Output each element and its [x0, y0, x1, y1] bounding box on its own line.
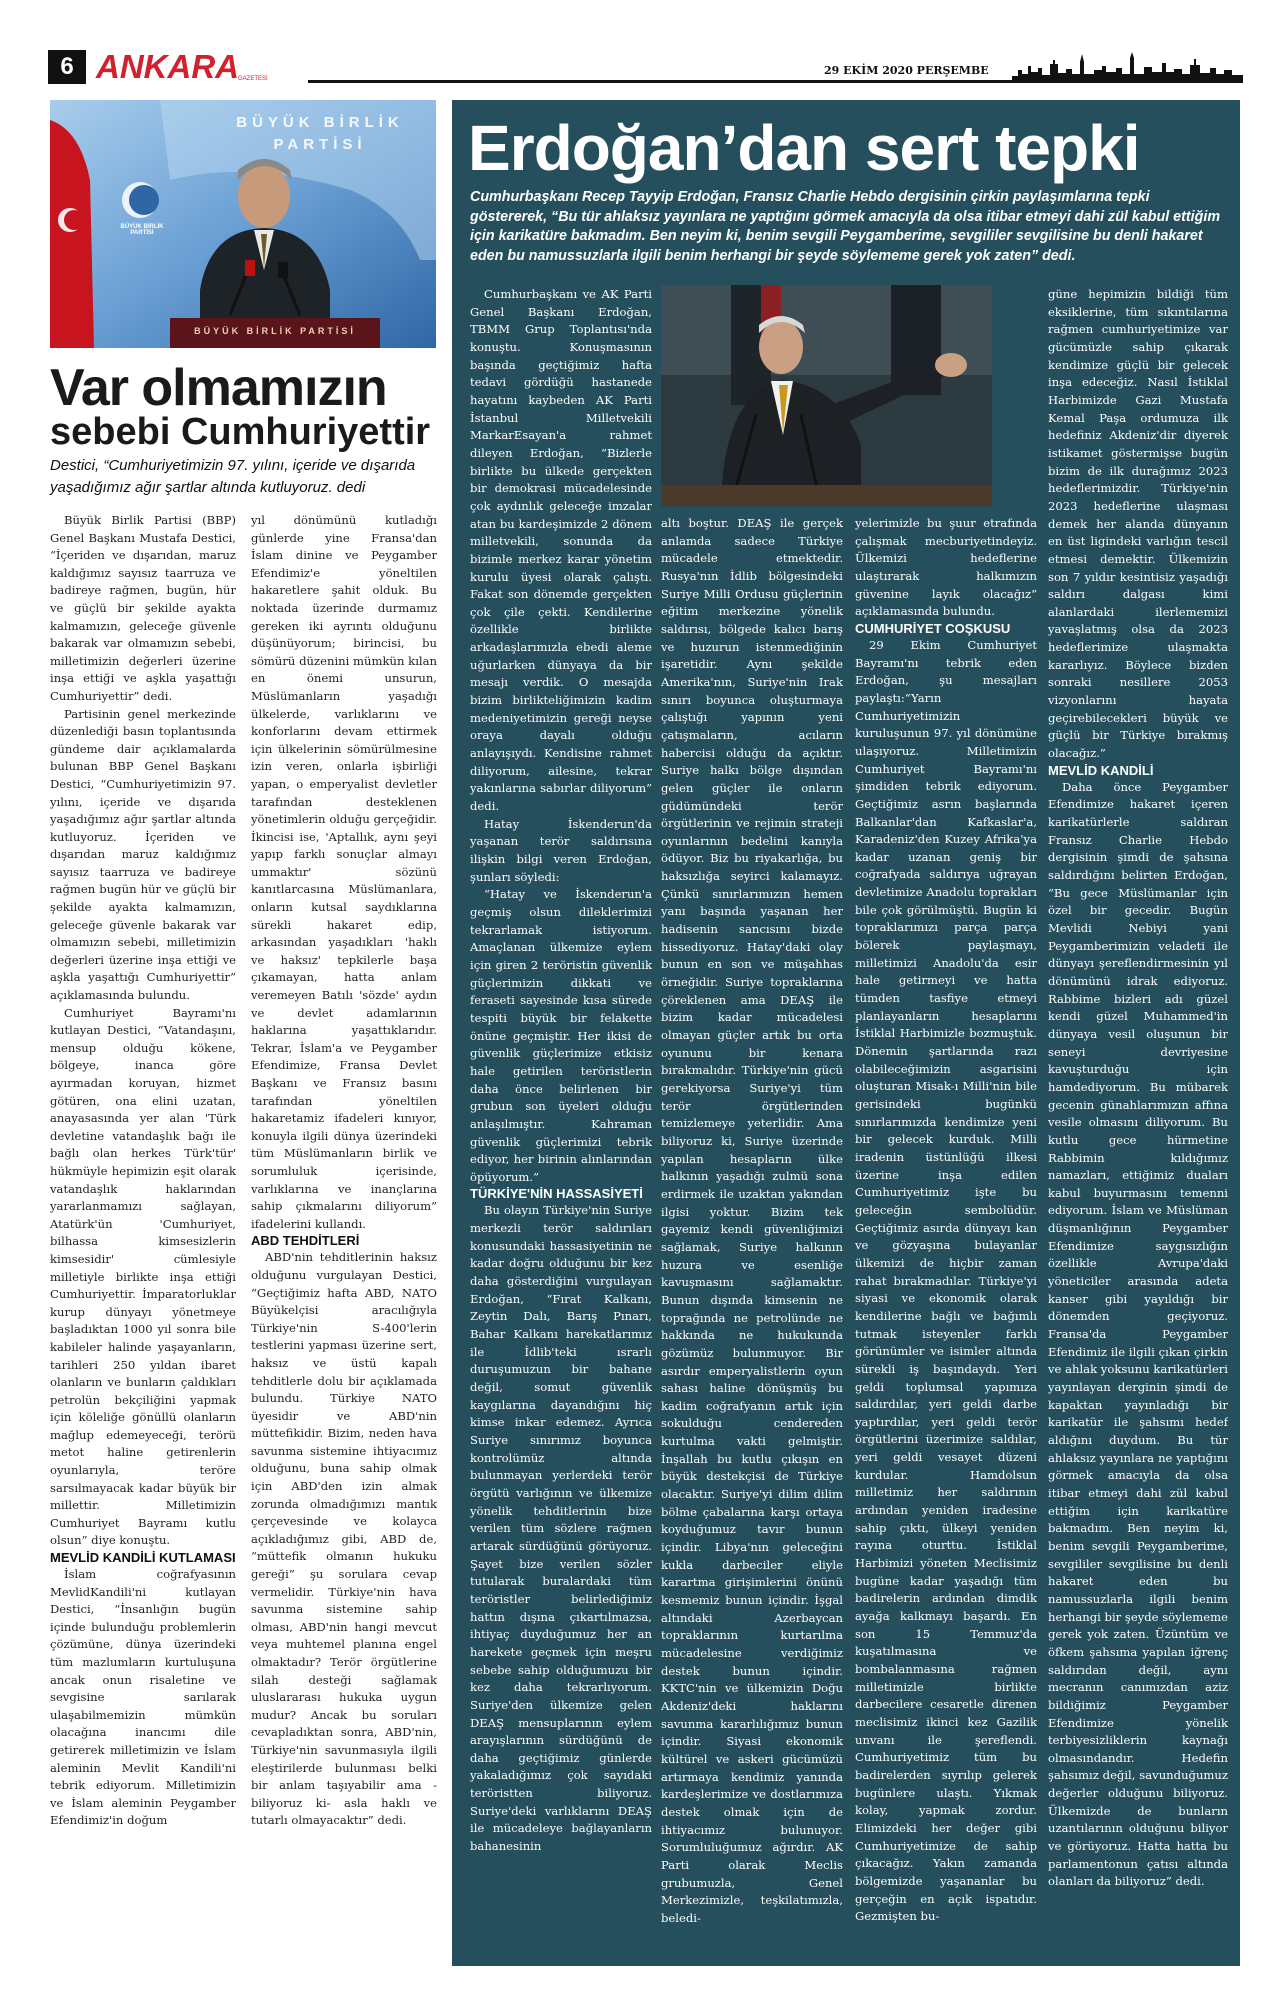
- page-header: [48, 50, 1243, 86]
- section-subheading: MEVLİD KANDİLİ: [1048, 762, 1154, 778]
- paragraph: Daha önce Peygamber Efendimize hakaret içeren karikatürlerle saldıran Fransız Charlie Hebdo dergisinin şimdi de şahsına saldırdığını belirten Erdoğan, “Bu gece Müslümanlar için özel bir gecedir. Bugün Mevlidi Nebiyi yani Peygamberimizin veladeti ile dünyayı şereflendirmesinin yıl dönümünü idrak ediyoruz. Rabbime bizleri adı güzel kendi güzel Muhammed'in dünyaya vesil oluşunun bir seneyi devriyesine kavuşturduğu için hamdediyorum. Bu mübarek gecenin günahlarımızın affına vesile olmasını diliyorum. Bu kutlu gece hürmetine Rabbimin kıldığımız namazları, ettiğimiz duaları kabul buyurmasını temenni ediyorum. İslam ve Müslüman düşmanlığının Peygamber Efendimize saygısızlığın özellikle Avrupa'daki yöneticiler arasında adeta kanser gibi yayıldığı bir dönemden geçiyoruz. Fransa'da Peygamber Efendimiz ile ilgili çıkan çirkin ve ahlak yoksunu karikatürleri yayınlayan derginin şimdi de kapaktan yayınladığı bir karikatür ile şahsımı hedef aldığını duydum. Bu tür ahlaksız yayınlara ne yaptığını görmek amacıyla da olsa itibar etmeyi dahi zül kabul ettiğim için karikatüre bakmadım. Ben neyim ki, benim sevgili Peygamberime, sevgililer sevgilisine bu denli hakaret eden bu namussuzlarla ilgili benim herhangi bir şeyde söylememe gerek yok zaten. Üzüntüm ve öfkem şahsıma yapılan iğrenç saldırıdan değil, aynı mecranın canımızdan aziz bildiğimiz Peygamber Efendimize yönelik terbiyesizliklerin kaynağı olmasındandır. Hedefin şahsımız değil, savunduğumuz değerler olduğunu biliyoruz. Ülkemizde de bunların uzantılarının olduğunu biliyor ve görüyoruz. Hatta hatta bu parlamentonun çatısı altında olanları da biliyoruz” dedi.: [1048, 779, 1228, 1889]
- paragraph: yelerimizle bu şuur etrafında çalışmak mecburiyetindeyiz. Ülkemizi hedeflerine ulaştırarak halkımızın güvenine layık olacağız” açıklamasında bulundu.: [855, 516, 1037, 619]
- paragraph: altı boştur. DEAŞ ile gerçek anlamda sadece Türkiye mücadele etmektedir. Rusya'nın İdlib bölgesindeki Suriye Milli Ordusu güçlerinin eğitim merkezine yönelik saldırısı, bölgede kalıcı barış ve huzurun istenmediğinin işaretidir. Aynı şekilde Amerika'nın, Suriye'nin Irak sınırı boyunca oluşturmaya çalıştığı yapının yeni çatışmaların, acıların habercisi olduğu da açıktır. Suriye halkı bölge dışından gelen güçler ile onların güdümündeki terör örgütlerinin ve rejimin strateji oyunlarının bedelini kanıyla ödüyor. Biz bu riyakarlığa, bu haksızlığa seyirci kalamayız. Çünkü sınırlarımızın hemen yanı başında yaşanan her hadisenin sancısını bizde hissediyoruz. Hatay'daki olay bunun en son ve müşahhas örneğidir. Suriye topraklarına çöreklenen ama DEAŞ ile bizim kadar mücadelesi olmayan güçler artık bu orta oyununu bir kenara bırakmalıdır. Türkiye'nin gücü gerekiyorsa Suriye'yi tüm terör örgütlerinden temizlemeye yeterlidir. Ama biliyoruz ki, Suriye üzerinde yapılan hesapların ülke halkının yaşadığı zulmü sona erdirmek ile uzaktan yakından ilgisi yoktur. Bizim tek gayemiz kendi güvenliğimizi sağlamak, Suriye halkının huzura ve esenliğe kavuşmasını sağlamaktır. Bunun dışında kimsenin ne toprağında ne petrolünde ne hakkında ne hukukunda gözümüz bulunmuyor. Bir asırdır emperyalistlerin oyun sahası haline dönüşmüş bu kadim coğrafyanın artık için sokulduğu cendereden kurtulma vakti gelmiştir. İnşallah bu kutlu çıkışın en büyük destekçisi de Türkiye olacaktır. Suriye'yi dilim dilim bölme çabalarına karşı ortaya koyduğumuz tavır bunun içindir. Libya'nın geleceğini kukla darbeciler eliyle karartma girişimlerini önünü kesmemiz bunun içindir. İşgal altındaki Azerbaycan topraklarının kurtarılma mücadelesine verdiğimiz destek bunun içindir. KKTC'nin ve ülkemizin Doğu Akdeniz'deki haklarını savunma kararlılığımız bunun içindir. Siyasi ekonomik kültürel ve askeri gücümüzü artırmaya kendimiz yanında kardeşlerimize ve dostlarımıza destek olmak için de ihtiyacımız bulunuyor. Sorumluluğumuz ağırdır. AK Parti olarak Meclis grubumuzla, Genel Merkezimizle, teşkilatımızla, beledi-: [661, 516, 843, 1925]
- page-number: 6: [48, 50, 86, 84]
- paragraph: Bu olayın Türkiye'nin Suriye merkezli terör saldırıları konusundaki hassasiyetinin ne kadar doğru olduğunu bir kez daha gösterdiğini vurgulayan Erdoğan, “Fırat Kalkanı, Zeytin Dalı, Barış Pınarı, Bahar Kalkanı harekatlarımız ile İdlib'teki ısrarlı duruşumuzun bir bahane değil, somut güvenlik kaygılarına dayandığını hiç kimse inkar edemez. Ayrıca Suriye sınırımız boyunca kontrolümüz altında bulunmayan yerlerdeki terör örgütü varlığının ve ülkemize yönelik tehditlerinin bize verilen tüm sözlere rağmen artarak sürdüğünü görüyoruz. Şayet bize verilen sözler tutularak buralardaki tüm teröristler belirlediğimiz hattın dışına çıkartılmazsa, ihtiyaç duyduğumuz her an harekete geçmek için meşru sebebe sahip olduğumuzu bir kez daha tekrarlıyorum. Suriye'den ülkemize gelen DEAŞ mensuplarının eylem arayışlarının sürdüğünü de daha geçtiğimiz günlerde yakaladığımız çok sayıdaki teröristten biliyoruz. Suriye'deki varlıklarını DEAŞ ile mücadeleye bağlayanların bahanesinin: [470, 1203, 652, 1854]
- paragraph: yıl dönümünü kutladığı günlerde yine Fransa'dan İslam dinine ve Peygamber Efendimiz'e yöneltilen hakaretlere şahit olduk. Bu noktada üzerinde durmamız gereken iki ayrıntı olduğunu düşünüyorum; birincisi, bu sömürü düzenini mümkün kılan en önemi unsurun, Müslümanların yaşadığı ülkelerde, varlıklarını ve konforlarını devam ettirmek için ülkelerinin sömürülmesine izin veren, onlarla işbirliği yapan, o emperyalist devletler tarafından desteklenen yönetimlerin olduğu gerçeğidir. İkincisi ise, 'Aptallık, aynı şeyi yapıp farklı sonuçlar almayı ummaktır' sözünü kanıtlarcasına Müslümanlara, onların kutsal saydıklarına sürekli hakaret edip, arkasından yaşadıkları 'haklı ve haksız' tepkilerle başa çıkamayan, hatta anlam veremeyen Batılı 'sözde' aydın ve devlet adamlarının haklarına yaşattıklarıdır. Tekrar, İslam'a ve Peygamber Efendimize, Fransa Devlet Başkanı ve Fransız basını tarafından yöneltilen hakaretamiz ifadeleri kınıyor, konuyla ilgili dünya üzerindeki tüm Müslümanların birlik ve sorumluluk içerisinde, varlıklarına ve inançlarına sahip çıkmalarını diliyorum” ifadelerini kullandı.: [251, 513, 437, 1231]
- paragraph: Partisinin genel merkezinde düzenlediği basın toplantısında gündeme dair açıklamalarda bulunan BBP Genel Başkanı Destici, “Cumhuriyetimizin 97. yılını, içeride ve dışarıda yaşadığımız ağır şartlar altında kutluyoruz. İçeriden ve dışarıdan maruz kaldığımız sayısız taarruza ve badireye rağmen bugün hür ve güçlü bir şekilde ayakta kalmamızın, geleceğe güvenle bakarak var olmamızın sebebi, milletimizin değerleri üzerine inşa ettiği ve aşkla yaşattığı Cumhuriyettir” açıklamasında bulundu.: [50, 706, 236, 1003]
- paragraph: ABD'nin tehditlerinin haksız olduğunu vurgulayan Destici, “Geçtiğimiz hafta ABD, NATO Büyükelçisi aracılığıyla Türkiye'nin S-400'lerin testlerini yapması üzerine sert, haksız ve üstü kapalı tehditlerle dolu bir açıklamada bulundu. Türkiye NATO üyesidir ve ABD'nin müttefikidir. Bizim, neden hava savunma sistemine ihtiyacımız olduğunu, buna sahip olmak için ABD'den izin almak zorunda olmadığımızı mantık çerçevesinde ve kolayca açıkladığımız gibi, ABD de, “müttefik olmanın hukuku gereği” şu sorulara cevap vermelidir. Türkiye'nin hava savunma sistemine sahip olması, ABD'nin hangi mevcut veya muhtemel planına engel olmaktadır? Terör örgütlerine silah desteği sağlamak uluslararası hukuka uygun mudur? Ancak bu soruları cevapladıktan sonra, ABD'nin, Türkiye'nin savunmasıyla ilgili eleştirilerde bulunması belki bir anlam taşıyabilir ama -biliyoruz ki- asla haklı ve tutarlı olmayacaktır” dedi.: [251, 1250, 437, 1828]
- paragraph: güne hepimizin bildiği tüm eksiklerine, tüm sıkıntılarına rağmen cumhuriyetimize var gücümüzle sahip çıkarak kendimize güçlü bir gelecek inşa edeceğiz. Nasıl İstiklal Harbimizde Gazi Mustafa Kemal Paşa ordumuza ilk hedefiniz Akdeniz'dir diyerek istikamet göstermişse bugün bizim de ilk durağımız 2023 hedeflerimizdir. Türkiye'nin 2023 hedeflerine ulaşması demek her alanda dünyanın en üst ligindeki varlığın tescil etmesi demektir. Ülkemizin son 7 yıldır kesintisiz yaşadığı saldırı dalgası kimi alanlardaki ilerlememizi yavaşlatmış olsa da 2023 hedeflerimize ulaşmakta kararlıyız. Böylece bizden sonraki nesillere 2053 vizyonlarını hayata geçirebilecekleri büyük ve güçlü bir Türkiye bırakmış olacağız.”: [1048, 287, 1228, 761]
- paragraph: İslam coğrafyasının MevlidKandili'ni kutlayan Destici, “İnsanlığın bugün içinde bulunduğu problemlerin çözümüne, dünya üzerindeki tüm mazlumların kurtuluşuna ancak onun risaletine ve sevgisine sarılarak ulaşabilmemizin mümkün olacağına inancımı dile getirerek milletimizin ve İslam aleminin Mevlit Kandili'ni tebrik ediyorum. Milletimizin ve İslam aleminin Peygamber Efendimiz'in doğum: [50, 1567, 236, 1828]
- logo-subtext: GAZETESİ: [238, 76, 268, 82]
- erdogan-speech-photo: [661, 285, 992, 506]
- issue-date: 29 EKİM 2020 PERŞEMBE: [824, 64, 989, 77]
- left-deck: Destici, “Cumhuriyetimizin 97. yılını, içeride ve dışarıda yaşadığımız ağır şartlar altında kutluyoruz. dedi: [50, 457, 416, 496]
- main-article-column-2: [661, 515, 843, 1961]
- paragraph: Cumhuriyet Bayramı'nı kutlayan Destici, “Vatandaşını, mensup olduğu kökene, bölgeye, inanca göre ayırmadan koruyan, hizmet götüren, ona elini uzatan, anayasasında yer alan 'Türk devletine vatandaşlık bağı ile bağlı olan herkes Türk'tür' hükmüyle hepimizin eşit olarak vatandaşlık haklarından yararlanmamızı sağlayan, Atatürk'ün 'Cumhuriyet, bilhassa kimsesizlerin kimsesidir' cümlesiyle milletiyle birlikte inşa ettiği Cumhuriyettir. İmparatorluklar kurup dünyayı yönetmeye başladıktan 1000 yıl sonra bile kabileler halinde yaşayanların, tarihleri 250 yıldan ibaret olanların ve bunların çaldıkları petrolün bekçiliğini yapmak için köleliğe gönüllü olanların mağlup edemeyeceği, terörü metot haline getirenlerin oyunlarıyla, teröre sarsılmayacak kadar büyük bir millettir. Milletimizin Cumhuriyet Bayramı kutlu olsun” diye konuştu.: [50, 1005, 236, 1548]
- paragraph: “Hatay ve İskenderun'a geçmiş olsun dileklerimizi tekrarlamak istiyorum. Amaçlanan ülkemize eylem için giren 2 teröristin güvenlik güçlerimizin dikkati ve feraseti sayesinde kısa sürede tespiti büyük bir felakette önüne geçmiştir. Her ikisi de güvenlik güçlerimize etkisiz hale getirilen teröristlerin daha önce belirlenen bir grubun son üyeleri olduğu anlaşılmıştır. Kahraman güvenlik güçlerimizi tebrik ediyor, her birinin alınlarından öpüyorum.”: [470, 887, 652, 1184]
- logo-text: ANKARA: [96, 48, 239, 85]
- section-subheading: ABD TEHDİTLERİ: [251, 1233, 360, 1249]
- parliament-speech-illustration: [661, 285, 992, 506]
- photo-party-label: BÜYÜK BİRLİK PARTİSİ: [120, 224, 164, 236]
- section-subheading: MEVLİD KANDİLİ KUTLAMASI: [50, 1550, 236, 1566]
- city-skyline-icon: [1012, 50, 1243, 83]
- main-article-column-1: [470, 286, 652, 1961]
- paragraph: Cumhurbaşkanı ve AK Parti Genel Başkanı Erdoğan, TBMM Grup Toplantısı'nda konuştu. Konuşmasının başında geçtiğimiz hafta tedavi gördüğü hastanede hayatını kaybeden AK Parti İstanbul Milletvekili MarkarEsayan'a rahmet dileyen Erdoğan, “Bizlerle birlikte bu ülkede gerçekten bir demokrasi mücadelesinde çok aydınlık geleceğe imzalar atan bu kardeşimizde 2 dönem milletvekili, sonunda da bizimle merkez karar yönetim kurulu üyesi olarak çalıştı. Fakat son dönemde gerçekten çok çile çekti. Kendilerine özellikle birlikte arkadaşlarımızla ebedi aleme uğurlarken dünyaya da bir mesajı verdik. O mesajda bizim birlikteliğimizin kadim medeniyetimizin gereği neyse oraya dayalı olduğu anlayışıydı. Kendisine rahmet diliyorum, ailesine, tekrar yakınlarına sabırlar diliyorum” dedi.: [470, 287, 652, 814]
- left-article-column-1: [50, 512, 236, 1967]
- main-headline: Erdoğan’dan sert tepki: [468, 112, 1140, 184]
- paragraph: 29 Ekim Cumhuriyet Bayramı'nı tebrik eden Erdoğan, şu mesajları paylaştı:“Yarın Cumhuriyetimizin kuruluşunun 97. yıl dönümüne ulaşıyoruz. Milletimizin Cumhuriyet Bayramı'nı şimdiden tebrik ediyorum. Geçtiğimiz asrın başlarında Balkanlar'dan Kafkaslar'a, Karadeniz'den Kuzey Afrika'ya kadar uzanan geniş bir coğrafyada saldırıya uğrayan devletimize Anadolu toprakları bile çok görülmüştü. Bugün ki topraklarımızı parça parça bölerek paylaşmayı, milletimizi Anadolu'da esir hale getirmeyi ve hatta tümden tasfiye etmeyi planlayanların hesaplarını İstiklal Harbimizle bozmuştuk. Dönemin şartlarında razı olabileceğimizin asgarisini oluşturan Misak-ı Milli'nin bile gerisindeki bugünkü sınırlarımızda kendimize yeni bir gelecek kurduk. Milli iradenin üstünlüğü ilkesi üzerine inşa edilen Cumhuriyetimiz işte bu geleceğin sembolüdür. Geçtiğimiz asırda dünyayı kan ve gözyaşına bulayanlar ülkemizi de hiçbir zaman rahat bırakmadılar. Türkiye'yi siyasi ve ekonomik olarak kendilerine bağlı ve bağımlı tutmak isteyenler farklı görünümler ve isimler altında sürekli iş başındaydı. Yeri geldi toplumsal yapımıza saldırdılar, yeri geldi darbe yaptırdılar, yeri geldi terör örgütlerini üzerimize saldılar, yeri geldi vesayet düzeni kurdular. Hamdolsun milletimiz her saldırının ardından yeniden iradesine sahip çıktı, ülkeyi yeniden rayına oturttu. İstiklal Harbimizi yöneten Meclisimiz bugüne kadar yaşadığı tüm badirelerin ardından dimdik ayağa kalkmayı başardı. En son 15 Temmuz'da kuşatılmasına ve bombalanmasına rağmen milletimizle birlikte darbecilere cesaretle direnen meclisimiz ikinci kez Gazilik unvanı ile şereflendi. Cumhuriyetimiz tüm bu badirelerden sıyrılıp gelerek bugünlere ulaştı. Yıkmak kolay, yapmak zordur. Elimizdeki her değer gibi Cumhuriyetimize de sahip çıkacağız. Yakın zamanda bölgemizde yaşananlar bu gerçeğin en açık ispatıdır. Gezmişten bu-: [855, 637, 1037, 1924]
- section-subheading: CUMHURİYET COŞKUSU: [855, 620, 1011, 636]
- newspaper-logo: [96, 50, 296, 84]
- paragraph: Büyük Birlik Partisi (BBP) Genel Başkanı Mustafa Destici, “İçeriden ve dışarıdan, maruz kaldığımız sayısız taarruza ve badireye rağmen, bugün, hür ve güçlü bir şekilde ayakta kalmamızın, geleceğe güvenle bakarak var olmamızın sebebi, milletimizin değerleri üzerine inşa ettiği ve aşkla yaşattığı Cumhuriyettir” dedi.: [50, 513, 236, 703]
- main-deck: Cumhurbaşkanı Recep Tayyip Erdoğan, Fransız Charlie Hebdo dergisinin çirkin paylaşımlarına tepki göstererek, “Bu tür ahlaksız yayınlara ne yaptığını görmek amacıyla da olsa itibar etmeyi dahi zül kabul ettiğim için karikatüre bakmadım. Ben neyim ki, benim sevgili Peygamberime, sevgililer sevgilisine bu denli hakaret eden bu namussuzlarla ilgili benim herhangi bir şeyde söylememe gerek yok zaten” dedi.: [470, 189, 1221, 264]
- left-headline-line1: Var olmamızın: [50, 359, 387, 417]
- podium-label: BÜYÜK BİRLİK PARTİSİ: [194, 326, 356, 336]
- main-article-column-3: [855, 515, 1037, 1961]
- photo-banner-text: BÜYÜK BİRLİK PARTİSİ: [236, 114, 404, 153]
- section-subheading: TÜRKİYE'NİN HASSASİYETİ: [470, 1186, 643, 1202]
- left-headline-line2: sebebi Cumhuriyettir: [50, 411, 431, 453]
- left-article-column-2: [251, 512, 437, 1967]
- main-article-column-4: [1048, 286, 1228, 1961]
- paragraph: Hatay İskenderun'da yaşanan terör saldırısına ilişkin bilgi veren Erdoğan, şunları söyledi:: [470, 816, 652, 884]
- destici-press-photo: [50, 100, 436, 348]
